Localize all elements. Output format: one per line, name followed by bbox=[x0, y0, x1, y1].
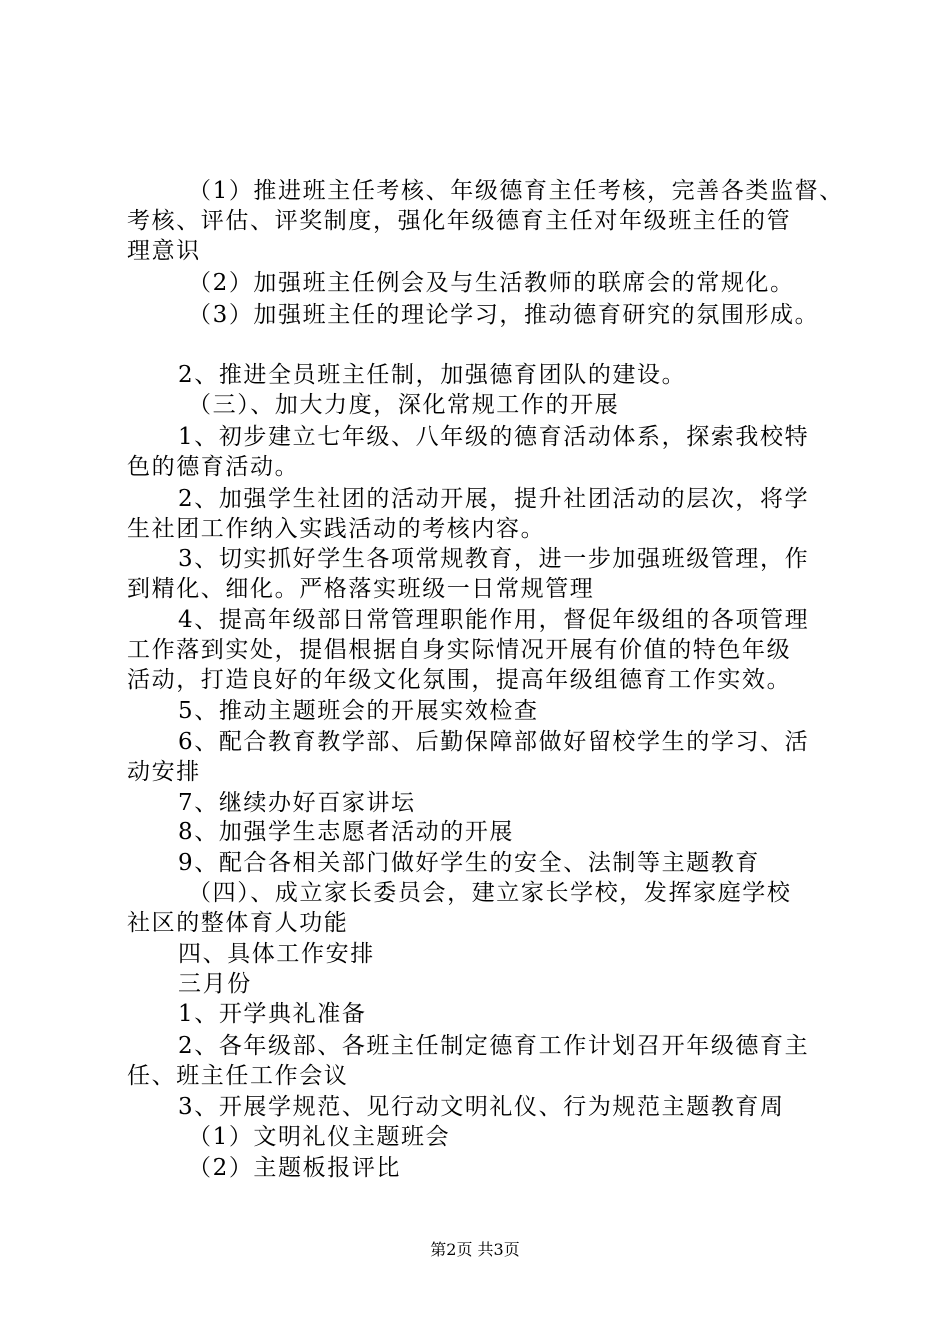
paragraph-line: （1）推进班主任考核、年级德育主任考核，完善各类监督、 bbox=[188, 178, 844, 204]
paragraph-line: （1）文明礼仪主题班会 bbox=[188, 1124, 451, 1150]
paragraph-line: 7、继续办好百家讲坛 bbox=[178, 790, 416, 816]
paragraph-line: 工作落到实处，提倡根据自身实际情况开展有价值的特色年级 bbox=[127, 637, 792, 663]
paragraph-line: 6、配合教育教学部、后勤保障部做好留校学生的学习、活 bbox=[178, 729, 810, 755]
paragraph-line: 1、初步建立七年级、八年级的德育活动体系，探索我校特 bbox=[178, 424, 810, 450]
paragraph-line: 4、提高年级部日常管理职能作用，督促年级组的各项管理 bbox=[178, 607, 810, 633]
paragraph-line: 动安排 bbox=[127, 759, 201, 785]
section-heading: （三）、加大力度，深化常规工作的开展 bbox=[188, 392, 620, 418]
paragraph-line: 8、加强学生志愿者活动的开展 bbox=[178, 819, 515, 845]
paragraph-line: 色的德育活动。 bbox=[127, 454, 300, 480]
paragraph-line: 到精化、细化。严格落实班级一日常规管理 bbox=[127, 576, 595, 602]
paragraph-line: （2）加强班主任例会及与生活教师的联席会的常规化。 bbox=[188, 270, 795, 296]
paragraph-line: 活动，打造良好的年级文化氛围，提高年级组德育工作实效。 bbox=[127, 667, 792, 693]
paragraph-line: 9、配合各相关部门做好学生的安全、法制等主题教育 bbox=[178, 850, 761, 876]
paragraph-line: 3、切实抓好学生各项常规教育，进一步加强班级管理，作 bbox=[178, 546, 810, 572]
paragraph-line: （2）主题板报评比 bbox=[188, 1155, 402, 1181]
paragraph-line: 3、开展学规范、见行动文明礼仪、行为规范主题教育周 bbox=[178, 1094, 785, 1120]
paragraph-line: 理意识 bbox=[127, 238, 201, 264]
paragraph-line: 社区的整体育人功能 bbox=[127, 910, 349, 936]
paragraph-line: 生社团工作纳入实践活动的考核内容。 bbox=[127, 516, 546, 542]
paragraph-line: 考核、评估、评奖制度，强化年级德育主任对年级班主任的管 bbox=[127, 208, 792, 234]
section-heading: （四）、成立家长委员会，建立家长学校，发挥家庭学校 bbox=[188, 880, 792, 906]
paragraph-line: 2、加强学生社团的活动开展，提升社团活动的层次，将学 bbox=[178, 486, 810, 512]
paragraph-line: 2、各年级部、各班主任制定德育工作计划召开年级德育主 bbox=[178, 1033, 810, 1059]
page-number-footer: 第2页 共3页 bbox=[430, 1240, 520, 1259]
paragraph-line: 2、推进全员班主任制，加强德育团队的建设。 bbox=[178, 362, 687, 388]
paragraph-line: 5、推动主题班会的开展实效检查 bbox=[178, 698, 539, 724]
paragraph-line: 任、班主任工作会议 bbox=[127, 1063, 349, 1089]
section-heading: 四、具体工作安排 bbox=[178, 941, 375, 967]
paragraph-line: 1、开学典礼准备 bbox=[178, 1001, 367, 1027]
paragraph-line: （3）加强班主任的理论学习，推动德育研究的氛围形成。 bbox=[188, 302, 820, 328]
paragraph-line: 三月份 bbox=[178, 971, 252, 997]
